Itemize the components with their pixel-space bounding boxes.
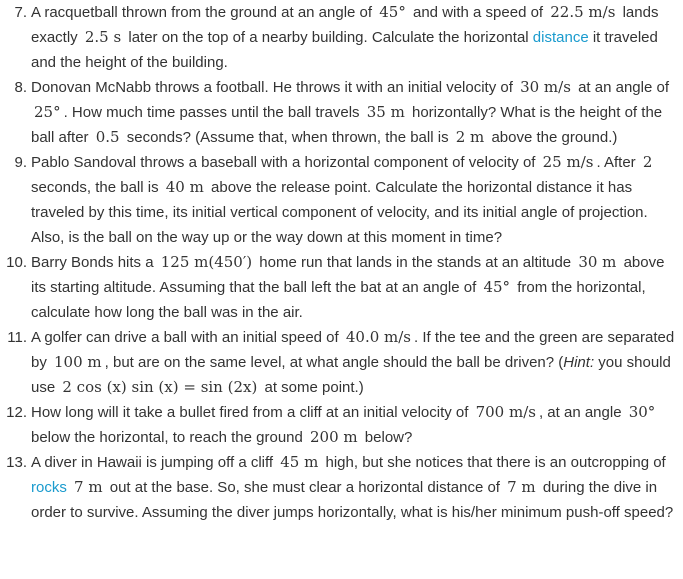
math-expression: 45° — [483, 278, 511, 296]
problem-text: , but are on the same level, at what angle should the ball be driven? ( — [104, 354, 564, 371]
problem-number: 9. — [14, 154, 27, 171]
problem-item — [0, 0, 683, 75]
math-expression: 2 — [642, 153, 653, 171]
problem-number: 10. — [6, 254, 27, 271]
math-expression: 2.5 s — [84, 28, 122, 46]
problem-text: you should use — [31, 354, 671, 396]
math-expression: 30 m/s — [520, 78, 571, 96]
problem-text: it traveled and the height of the building. — [31, 29, 658, 71]
math-expression: 0.5 — [95, 128, 120, 146]
math-expression: 25° — [34, 103, 61, 121]
problem-text: horizontally? What is the height of the ball after — [31, 104, 663, 146]
problem-text: later on the top of a nearby building. Calculate the horizontal — [124, 29, 533, 46]
math-expression: 25 m/s — [542, 153, 594, 171]
math-expression: 45 m — [280, 453, 319, 471]
problem-item — [0, 325, 683, 400]
problem-text: A diver in Hawaii is jumping off a cliff — [31, 454, 278, 471]
problem-text: during the dive in order to survive. Assuming the diver jumps horizontally, what is his/her minimum push-off speed? — [31, 479, 674, 521]
problem-text: Barry Bonds hits a — [31, 254, 158, 271]
problem-item — [0, 150, 683, 250]
math-expression: 125 m(450′) — [160, 253, 253, 271]
problem-text: below the horizontal, to reach the ground — [31, 429, 308, 446]
problem-text: How long will it take a bullet fired from a cliff at an initial velocity of — [31, 404, 473, 421]
problem-number: 11. — [7, 329, 27, 346]
math-expression: 7 m — [507, 478, 536, 496]
problem-text: above its starting altitude. Assuming that the ball left the bat at an angle of — [31, 254, 665, 296]
math-expression: 40.0 m/s — [345, 328, 412, 346]
hint-label: Hint: — [563, 354, 595, 371]
math-expression: 30 m — [578, 253, 617, 271]
problem-text: Pablo Sandoval throws a baseball with a horizontal component of velocity of — [31, 154, 540, 171]
problem-text: and with a speed of — [408, 4, 548, 21]
problem-text: at some point.) — [260, 379, 364, 396]
problem-item — [0, 75, 683, 150]
math-expression: 30° — [628, 403, 656, 421]
problem-text: . If the tee and the green are separated by — [31, 329, 675, 371]
glossary-link-distance[interactable]: distance — [532, 29, 589, 46]
math-expression: 2 m — [455, 128, 485, 146]
problem-text: above the release point. Calculate the horizontal distance it has traveled by this time, its initial vertical component of velocity, and its initial angle of projection. Also, is the ball on the way up or the way down at this moment in time? — [31, 179, 648, 246]
problem-item — [0, 400, 683, 450]
math-expression: 7 m — [74, 478, 103, 496]
problem-item — [0, 250, 683, 325]
math-expression: 200 m — [310, 428, 358, 446]
math-expression: 700 m/s — [475, 403, 536, 421]
glossary-link-rocks[interactable]: rocks — [31, 479, 67, 496]
problem-number: 8. — [14, 79, 27, 96]
problem-text: Donovan McNabb throws a football. He throws it with an initial velocity of — [31, 79, 518, 96]
problem-text: high, but she notices that there is an outcropping of — [321, 454, 666, 471]
problem-text: . How much time passes until the ball travels — [63, 104, 364, 121]
problem-text: seconds? (Assume that, when thrown, the ball is — [122, 129, 453, 146]
math-expression: 40 m — [165, 178, 204, 196]
problem-text: above the ground.) — [487, 129, 618, 146]
problem-text: lands exactly — [31, 4, 659, 46]
math-expression: 100 m — [54, 353, 102, 371]
problem-text: out at the base. So, she must clear a horizontal distance of — [105, 479, 505, 496]
problem-number: 12. — [6, 404, 27, 421]
math-expression: 35 m — [366, 103, 405, 121]
problem-text: below? — [360, 429, 413, 446]
problem-item — [0, 450, 683, 525]
problem-number: 13. — [6, 454, 27, 471]
problem-text: at an angle of — [573, 79, 669, 96]
math-expression: 2 cos (x) sin (x) = sin (2x) — [62, 378, 258, 396]
problem-text: from the horizontal, calculate how long the ball was in the air. — [31, 279, 646, 321]
math-expression: 45° — [379, 3, 406, 21]
problem-text: , at an angle — [538, 404, 626, 421]
problem-number: 7. — [14, 4, 27, 21]
math-expression: 22.5 m/s — [550, 3, 616, 21]
problem-text: . After — [596, 154, 640, 171]
problem-text: A golfer can drive a ball with an initial speed of — [31, 329, 343, 346]
problem-text: home run that lands in the stands at an altitude — [255, 254, 576, 271]
problem-text: A racquetball thrown from the ground at an angle of — [31, 4, 377, 21]
problem-text: seconds, the ball is — [31, 179, 163, 196]
